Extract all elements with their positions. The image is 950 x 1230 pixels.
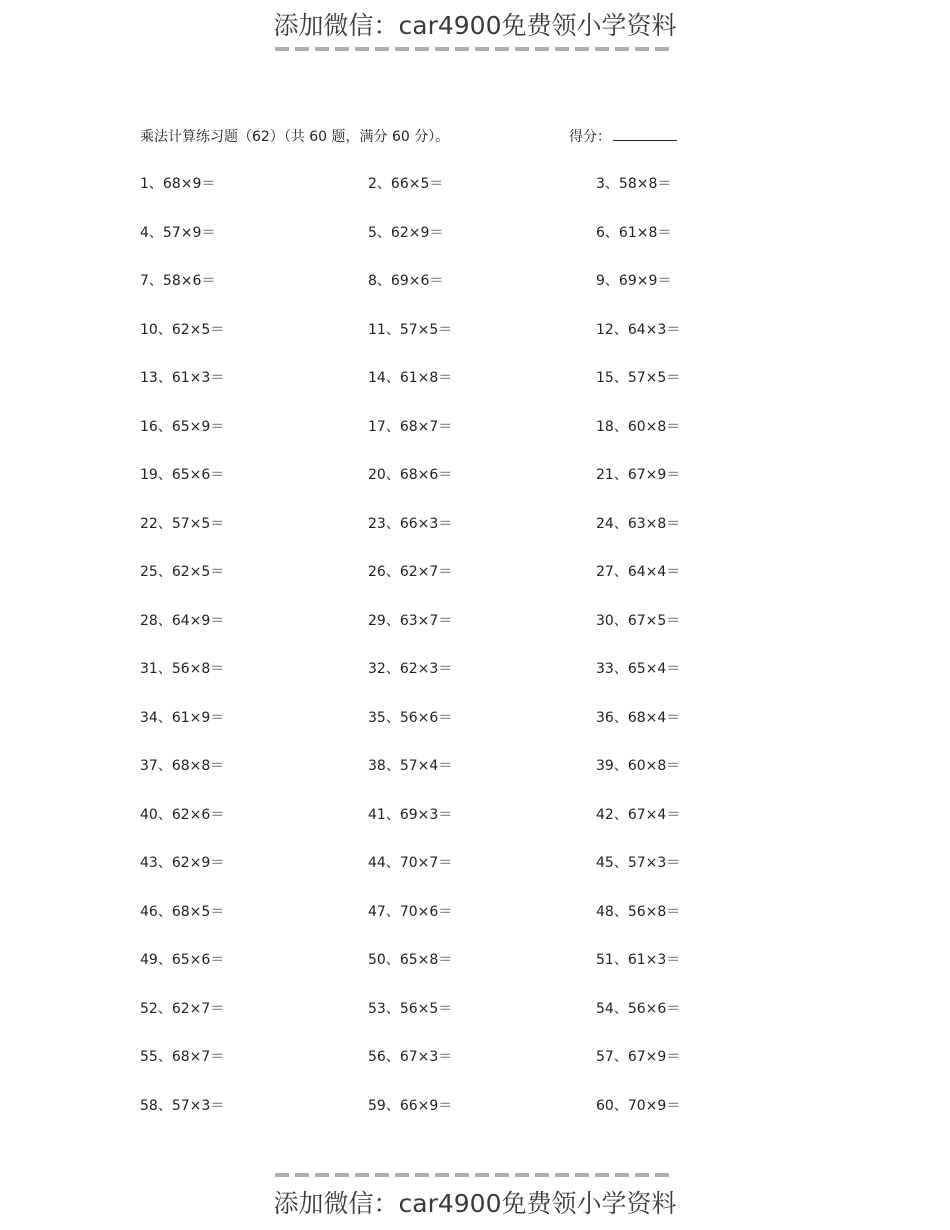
problem-item: 35、56×6＝ [368,709,453,726]
problem-item: 48、56×8＝ [596,903,681,920]
watermark-banner-bottom: 添加微信：car4900免费领小学资料 [273,1189,677,1218]
problem-item: 9、69×9＝ [596,273,672,289]
problem-item: 19、65×6＝ [140,467,225,483]
problem-item: 13、61×3＝ [140,370,225,386]
problem-item: 44、70×7＝ [368,855,453,871]
problem-item: 33、65×4＝ [596,661,681,677]
problem-item: 41、69×3＝ [368,806,453,823]
problem-item: 15、57×5＝ [596,370,681,386]
problem-grid [140,174,700,1144]
problem-item: 36、68×4＝ [596,709,681,726]
problem-item: 52、62×7＝ [140,1000,225,1017]
problem-item: 50、65×8＝ [368,952,453,968]
problem-item: 58、57×3＝ [140,1097,225,1114]
problem-item: 55、68×7＝ [140,1049,225,1065]
problem-item: 32、62×3＝ [368,661,453,677]
watermark-banner-top: 添加微信：car4900免费领小学资料 [273,11,677,40]
problem-item: 5、62×9＝ [368,224,444,241]
problem-item: 2、66×5＝ [368,176,444,192]
problem-item: 47、70×6＝ [368,903,453,920]
problem-item: 39、60×8＝ [596,758,681,774]
worksheet-header [140,126,677,148]
problem-item: 14、61×8＝ [368,370,453,386]
problem-item: 59、66×9＝ [368,1097,453,1114]
problem-item: 46、68×5＝ [140,903,225,920]
worksheet-title: 乘法计算练习题（62）（共 60 题，满分 60 分）。 [140,129,450,145]
problem-item: 23、66×3＝ [368,515,453,532]
problem-item: 51、61×3＝ [596,952,681,968]
problem-item: 24、63×8＝ [596,515,681,532]
problem-item: 6、61×8＝ [596,224,672,241]
problem-item: 16、65×9＝ [140,418,225,435]
cut-off-text-line-bottom [275,1170,675,1180]
problem-item: 60、70×9＝ [596,1097,681,1114]
problem-item: 53、56×5＝ [368,1000,453,1017]
problem-item: 54、56×6＝ [596,1000,681,1017]
problem-item: 18、60×8＝ [596,418,681,435]
problem-item: 17、68×7＝ [368,418,453,435]
problem-item: 31、56×8＝ [140,661,225,677]
problem-item: 22、57×5＝ [140,515,225,532]
problem-item: 25、62×5＝ [140,564,225,580]
problem-item: 56、67×3＝ [368,1049,453,1065]
problem-item: 37、68×8＝ [140,758,225,774]
problem-item: 38、57×4＝ [368,758,453,774]
problem-item: 3、58×8＝ [596,176,672,192]
problem-item: 11、57×5＝ [368,321,453,338]
problem-item: 43、62×9＝ [140,855,225,871]
problem-item: 27、64×4＝ [596,564,681,580]
problem-item: 8、69×6＝ [368,273,444,289]
problem-item: 57、67×9＝ [596,1049,681,1065]
problem-item: 28、64×9＝ [140,612,225,629]
problem-item: 10、62×5＝ [140,321,225,338]
problem-item: 49、65×6＝ [140,952,225,968]
problem-item: 7、58×6＝ [140,273,216,289]
problem-item: 29、63×7＝ [368,612,453,629]
problem-item: 40、62×6＝ [140,806,225,823]
problem-item: 42、67×4＝ [596,806,681,823]
problem-item: 20、68×6＝ [368,467,453,483]
problem-item: 30、67×5＝ [596,612,681,629]
problem-item: 12、64×3＝ [596,321,681,338]
score-field [569,126,677,146]
problem-item: 34、61×9＝ [140,709,225,726]
score-label: 得分： [569,129,611,145]
score-blank-line [613,126,677,141]
problem-item: 45、57×3＝ [596,855,681,871]
problem-item: 1、68×9＝ [140,176,216,192]
problem-item: 26、62×7＝ [368,564,453,580]
problem-item: 4、57×9＝ [140,224,216,241]
problem-item: 21、67×9＝ [596,467,681,483]
cut-off-text-line-top [275,44,675,54]
